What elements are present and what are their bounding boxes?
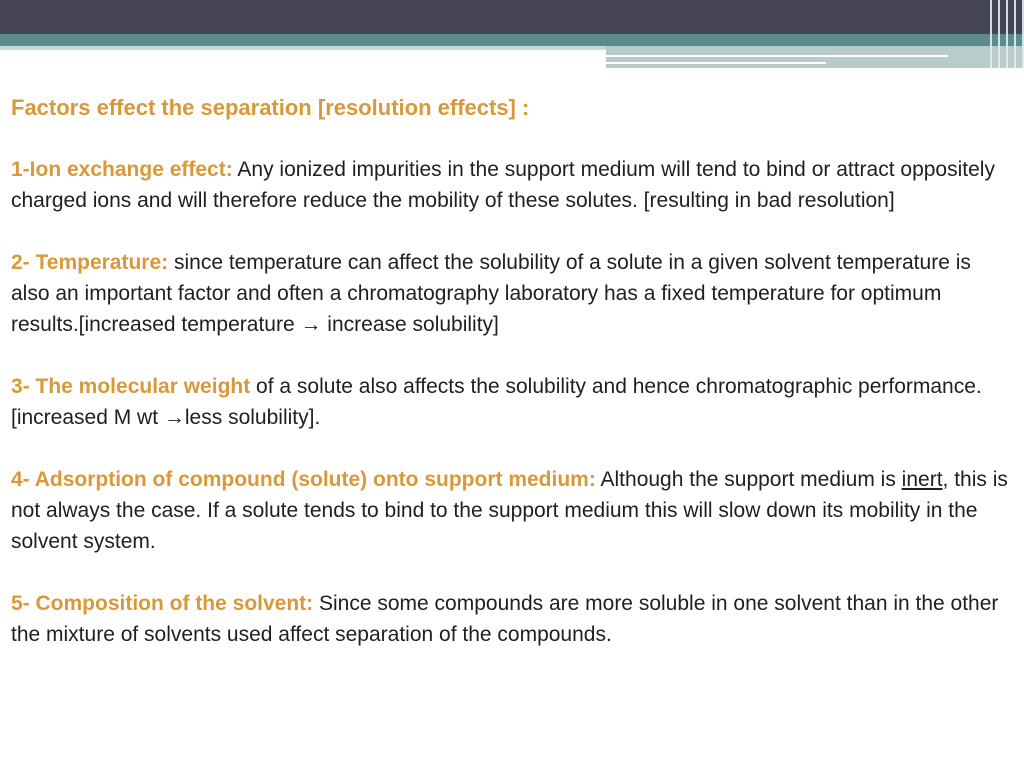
factor-text: , this is not always the case. If a solute tends to bind to the support medium this will slow down its mobility in the solvent system.: [11, 468, 1008, 553]
factor-text: Although the support medium is: [595, 468, 902, 491]
slide-body: [11, 92, 1011, 681]
header-band-light-right: [606, 46, 1024, 68]
factor-ion-exchange: [11, 154, 1011, 216]
factor-heading: 5- Composition of the solvent:: [11, 592, 314, 615]
factor-heading: 3- The molecular weight: [11, 375, 251, 398]
arrow-right-icon: →: [163, 406, 185, 429]
factor-text: Since some compounds are more soluble in one solvent than in the other the mixture of solvents used affect separation of the compounds.: [11, 592, 999, 646]
slide-title: Factors effect the separation [resolution effects] :: [11, 95, 530, 120]
factor-heading: 2- Temperature:: [11, 251, 169, 274]
factor-text: Any ionized impurities in the support medium will tend to bind or attract oppositely charged ions and will therefore reduce the mobility of these solutes. [resulting in bad resolution]: [11, 158, 995, 212]
arrow-right-icon: →: [300, 313, 322, 336]
factor-molecular-weight: [11, 371, 1011, 433]
factor-text: less solubility].: [184, 406, 321, 429]
header-band-light-left: [0, 46, 606, 50]
factor-heading: 4- Adsorption of compound (solute) onto support medium:: [11, 468, 596, 491]
header-decorative-stripes: [990, 0, 1024, 68]
factor-heading: 1-Ion exchange effect:: [11, 158, 233, 181]
factor-text: increase solubility]: [321, 313, 499, 336]
factor-adsorption: [11, 464, 1011, 557]
factor-text: since temperature can affect the solubility of a solute in a given solvent temperature is also an important factor and often a chromatography laboratory has a fixed temperature for optimum results.[increased temperature: [11, 251, 971, 336]
header-accent-line: [606, 55, 948, 57]
factor-temperature: [11, 247, 1011, 340]
factor-solvent-composition: [11, 588, 1011, 650]
header-band-teal: [0, 34, 1024, 46]
header-accent-line: [606, 62, 826, 64]
header-band-dark: [0, 0, 1024, 34]
underlined-term: inert: [901, 468, 943, 491]
factor-text: of a solute also affects the solubility and hence chromatographic performance.[increased M wt: [11, 375, 982, 429]
